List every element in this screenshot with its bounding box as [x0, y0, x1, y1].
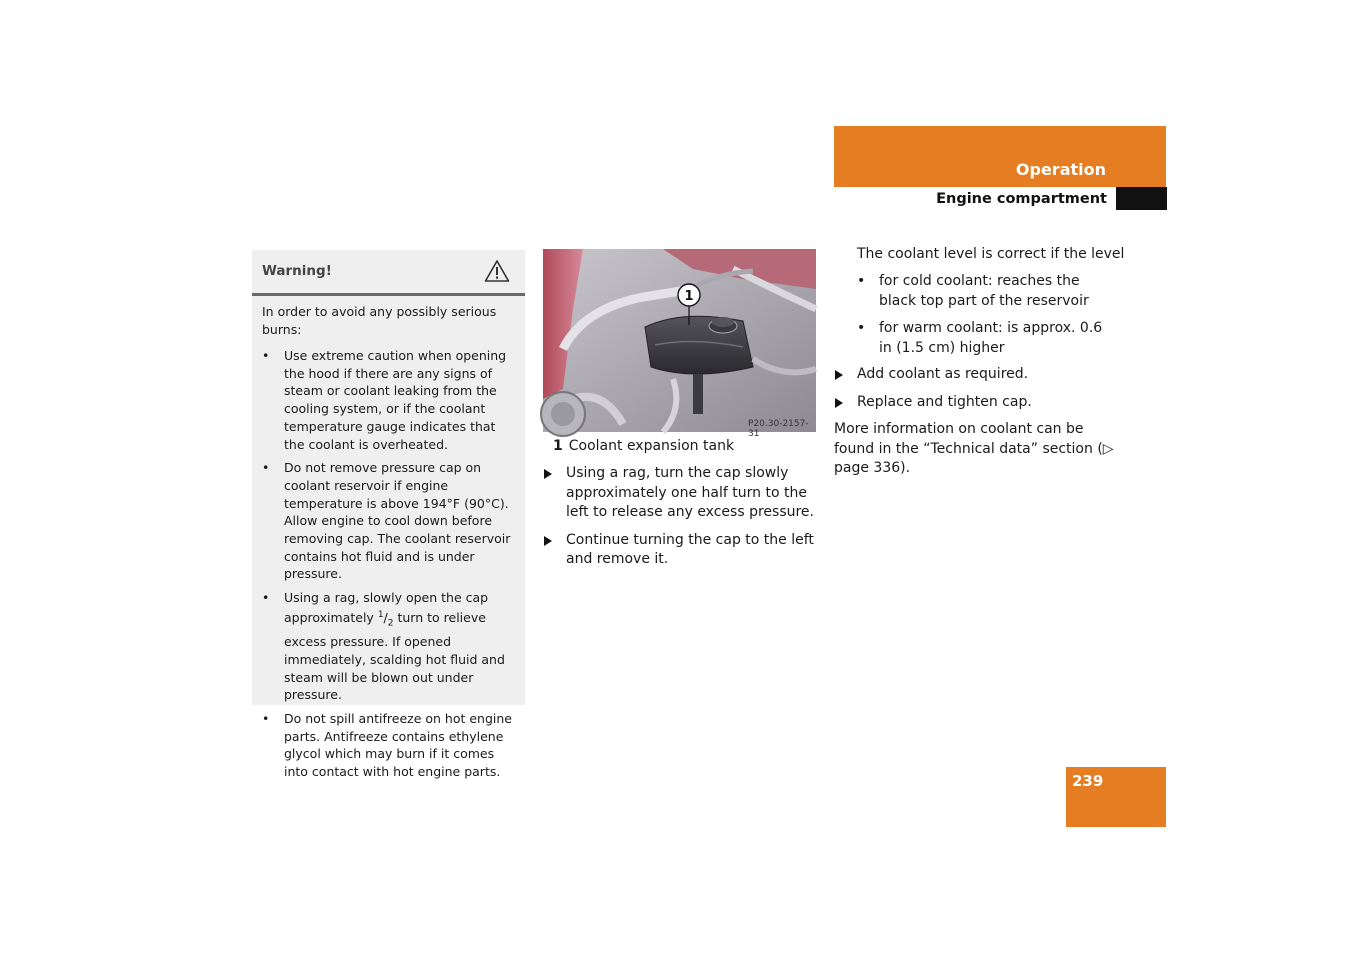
step-item: Replace and tighten cap. [834, 393, 1109, 413]
subsection-marker [1116, 187, 1167, 210]
figure-caption [553, 437, 734, 456]
coolant-tank-photo [543, 249, 816, 439]
steps-right [834, 365, 1109, 420]
warning-title: Warning! [262, 263, 332, 279]
warning-item: • Use extreme caution when opening the hood if there are any signs of steam or coolant leaking from the cooling system, or if the coolant temperature gauge indicates that the coolant is overheated. [262, 347, 517, 453]
callout-number: 1 [684, 289, 694, 304]
warning-item-text: Using a rag, slowly open the cap approximately [284, 590, 489, 625]
engine-illustration [543, 249, 816, 432]
figure-code: P20.30-2157-31 [748, 419, 809, 439]
level-item: • for warm coolant: is approx. 0.6 in (1.5 cm) higher [857, 319, 1107, 358]
warning-item [262, 589, 517, 704]
level-list [857, 272, 1107, 366]
level-item: • for cold coolant: reaches the black top part of the reservoir [857, 272, 1107, 311]
section-header [834, 126, 1166, 187]
warning-intro: In order to avoid any possibly serious burns: [262, 304, 497, 337]
warning-list [262, 347, 517, 781]
caption-number: 1 [553, 438, 563, 454]
caption-text: Coolant expansion tank [568, 438, 735, 454]
page-number: 239 [1072, 772, 1104, 790]
warning-item-text: turn to relieve excess pressure. If opened immediately, scalding hot fluid and steam will be blown out under pressure. [284, 610, 505, 703]
section-title: Operation [1015, 160, 1106, 179]
step-item: Continue turning the cap to the left and remove it. [543, 531, 819, 570]
page-number-box [1066, 767, 1166, 827]
fraction-half: $^1/_2$ [377, 609, 394, 629]
level-intro: The coolant level is correct if the level [857, 246, 1125, 262]
steps-middle [543, 464, 819, 578]
more-info: More information on coolant can be found in the “Technical data” section (▷ page 336). [834, 421, 1114, 476]
warning-item: • Do not remove pressure cap on coolant reservoir if engine temperature is above 194°F (90°C). Allow engine to cool down before removing cap. The coolant reservoir contains hot fluid and is under pressure. [262, 459, 517, 583]
step-item: Add coolant as required. [834, 365, 1109, 385]
warning-box [252, 250, 525, 780]
warning-header [252, 250, 525, 296]
warning-item: • Do not spill antifreeze on hot engine parts. Antifreeze contains ethylene glycol which may burn if it comes into contact with hot engine parts. [262, 710, 517, 781]
subsection-title: Engine compartment [936, 191, 1107, 207]
warning-triangle-icon [484, 259, 510, 283]
step-item: Using a rag, turn the cap slowly approximately one half turn to the left to release any excess pressure. [543, 464, 819, 523]
